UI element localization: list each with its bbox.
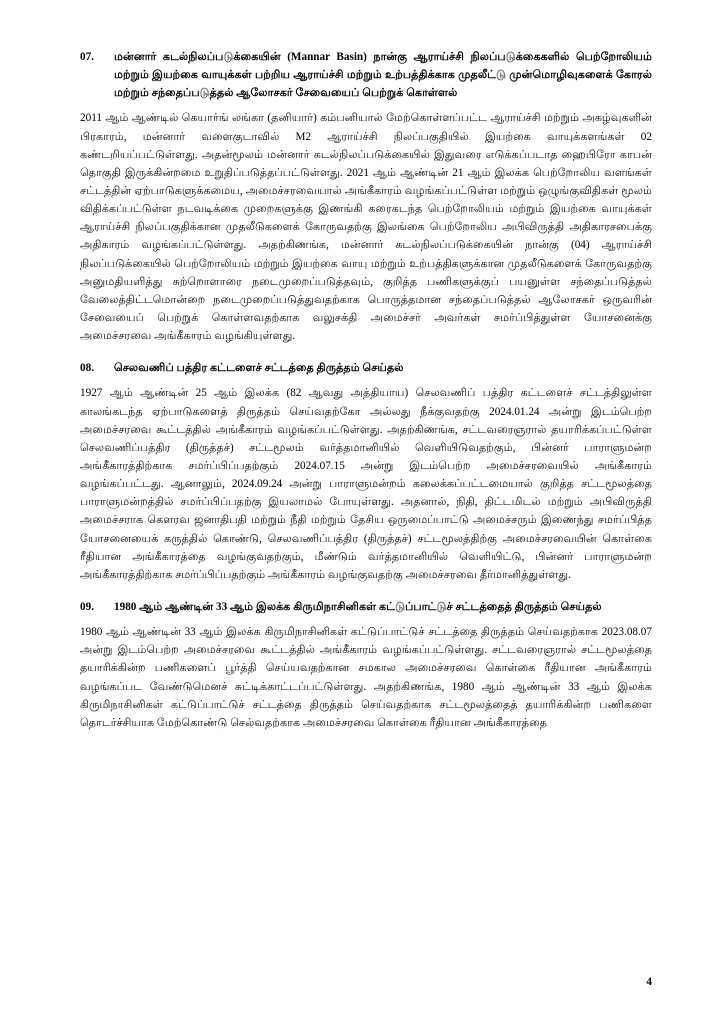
section-title: செலவணிப் பத்திர கட்டளைச் சட்டத்தை திருத்தம் செய்தல் bbox=[114, 362, 404, 375]
section-title: மன்னார் கடல்நிலப்படுக்கையின் (Mannar Basin) நான்கு ஆராய்ச்சி நிலப்படுக்கைகளில் பெற்றோலியம் மற்றும் இயற்கை வாயுக்கள் பற்றிய ஆராய்ச்சி மற்றும் உற்பத்திக்காக முதலீட்டு முன்மொழிவுகளைக் கோரல் மற்றும் சந்தைப்படுத்தல் ஆலோசகர் சேவையைப் பெற்றுக் கொள்ளல் bbox=[114, 51, 652, 100]
section-title: 1980 ஆம் ஆண்டின் 33 ஆம் இலக்க கிருமிநாசினிகள் கட்டுப்பாட்டுச் சட்டத்தைத் திருத்தம் செய்தல் bbox=[114, 600, 602, 613]
section-number: 09. bbox=[80, 600, 94, 613]
section-body: 1980 ஆம் ஆண்டின் 33 ஆம் இலக்க கிருமிநாசினிகள் கட்டுப்பாட்டுச் சட்டத்தை திருத்தம் செய்வதற்காக 2023.08.07 அன்று இடம்பெற்ற அமைச்சரவை கூட்டத்தில் அங்கீகாரம் வழங்கப்பட்டுள்ளது. சட்டவரைஞரால் சட்டமூலத்தை தயாரிக்கின்ற பணிகளைப் பூர்த்தி செய்யவதற்கான சமகால அமைச்சரவை கொள்கை ரீதியான அங்கீகாரம் வழங்கப்பட வேண்டுமெனச் சுட்டிக்காட்டப்பட்டுள்ளது. அதற்கிணங்க, 1980 ஆம் ஆண்டின் 33 ஆம் இலக்க கிருமிநாசினிகள் கட்டுப்பாட்டுச் சட்டத்தை திருத்தம் செய்வதற்காக சட்டமூலத்தைத் தயாரிக்கின்ற பணிகளை தொடர்ச்சியாக மேற்கொண்டு செல்வதற்காக அமைச்சரவை கொள்கை ரீதியான அங்கீகாரத்தை bbox=[80, 626, 652, 729]
section-number: 07. bbox=[80, 51, 94, 63]
section-heading bbox=[80, 359, 652, 377]
section-09 bbox=[80, 598, 652, 732]
section-07 bbox=[80, 48, 652, 345]
section-body: 2011 ஆம் ஆண்டில் கெயார்ங் லங்கா (தனியார்) கம்பனியால் மேற்கொள்ளப்பட்ட ஆராய்ச்சி மற்றும் அகழ்வுகளின் பிரகாரம், மன்னார் வளைகுடாவில் M2 ஆராய்ச்சி நிலப்பகுதியில் இயற்கை வாயுக்களங்கள் 02 கண்டறியப்பட்டுள்ளது. அதன்மூலம் மன்னார் கடல்நிலப்படுக்கையில் இதுவரை எடுக்கப்படாத ஹைபிரோ காபன் தொகுதி இருக்கின்றமை உறுதிப்படுத்தப்பட்டுள்ளது. 2021 ஆம் ஆண்டின் 21 ஆம் இலக்க பெற்றோலிய வளங்கள் சட்டத்தின் ஏற்பாடுகளுக்கமைய, அமைச்சரவையால் அங்கீகாரம் வழங்கப்பட்டுள்ள மற்றும் ஒழுங்குவிதிகள் மூலம் விதிக்கப்பட்டுள்ள நடவடிக்கை முறைகளுக்கு இணங்கி கரைகடந்த பெற்றோலியம் மற்றும் இயற்கை வாயுக்கள் ஆராய்ச்சி நிலப்பகுதிக்கான முதலீடுகளைக் கோருவதற்கு இலங்கை பெற்றோலிய அபிவிருத்தி அதிகாரசபைக்கு அதிகாரம் வழங்கப்பட்டுள்ளது. அதற்கிணங்க, மன்னார் கடல்நிலப்படுக்கையின் நான்கு (04) ஆராய்ச்சி நிலப்படுக்கையில் பெற்றோலியம் மற்றும் இயற்கை வாயு மற்றும் உற்பத்திகளுக்கான முதலீடுகளைக் கோருவதற்கு அனுமதியளித்து சுற்றொளாரை நடைமுறைப்படுத்தவும், குறித்த பணிகளுக்குப் பயனுள்ள சந்தைப்படுத்தல் வேலைத்திட்டமொன்றை நடைமுறைப்படுத்துவதற்காக பொருத்தமான சந்தைப்படுத்தல் ஆலோசகர் ஒருவரின் சேவையைப் பெற்றுக் கொள்ளவதற்காக வலுசக்தி அமைச்சர் அவர்கள் சமர்ப்பித்துள்ள யோசனைக்கு அமைச்சரவை அங்கீகாரம் வழங்கியுள்ளது. bbox=[80, 112, 652, 343]
section-heading bbox=[80, 598, 652, 616]
section-heading bbox=[80, 48, 652, 102]
section-body: 1927 ஆம் ஆண்டின் 25 ஆம் இலக்க (82 ஆவது அத்தியாய) செலவணிப் பத்திர கட்டளைச் சட்டத்திலுள்ள காலங்கடந்த ஏற்பாடுகளைத் திருத்தம் செய்வதற்கோ அல்லது நீக்குவதற்கு 2024.01.24 அன்று இடம்பெற்ற அமைச்சரவை கூட்டத்தில் அங்கீகாரம் வழங்கப்பட்டுள்ளது. அதற்கிணங்க, சட்டவரைஞரால் தயாரிக்கப்பட்டுள்ள செலவணிப்பத்திர (திருத்தச்) சட்டமூலம் வர்த்தமானியில் வெளியிடுவதற்கும், பின்னர் பாராளுமன்ற அங்கீகாரத்திற்காக சமர்ப்பிப்பதற்கும் 2024.07.15 அன்று இடம்பெற்ற அமைச்சரவையில் அங்கீகாரம் வழங்கப்பட்டது. ஆனாலும், 2024.09.24 அன்று பாராளுமன்றம் கலைக்கப்பட்டமையால் குறித்த சட்டமூலத்தை பாராளுமன்றத்தில் சமர்ப்பிப்பதற்கு இயலாமல் போயுள்ளது. அதனால், நிதி, திட்டமிடல் மற்றும் அபிவிருத்தி அமைச்சராக கௌரவ ஜனாதிபதி மற்றும் நீதி மற்றும் தேசிய ஒருமைப்பாட்டு அமைச்சரும் இணைந்து சமர்ப்பித்த யோசனையைக் கருத்தில் கொண்டு, செலவணிப்பத்திர (திருத்தச்) சட்டமூலத்திற்கு அமைச்சரவையின் கொள்கை ரீதியான அங்கீகாரத்தை வழங்குவதற்கும், மீண்டும் வர்த்தமானியில் வெளியிட்டு, பின்னர் பாராளுமன்ற அங்கீகாரத்திற்காக சமர்ப்பிப்பதற்கும் அங்கீகாரம் வழங்குவதற்கு அமைச்சரவை தீர்மானித்துள்ளது. bbox=[80, 387, 652, 581]
page-number: 4 bbox=[646, 976, 652, 988]
section-08 bbox=[80, 359, 652, 584]
section-number: 08. bbox=[80, 362, 94, 375]
